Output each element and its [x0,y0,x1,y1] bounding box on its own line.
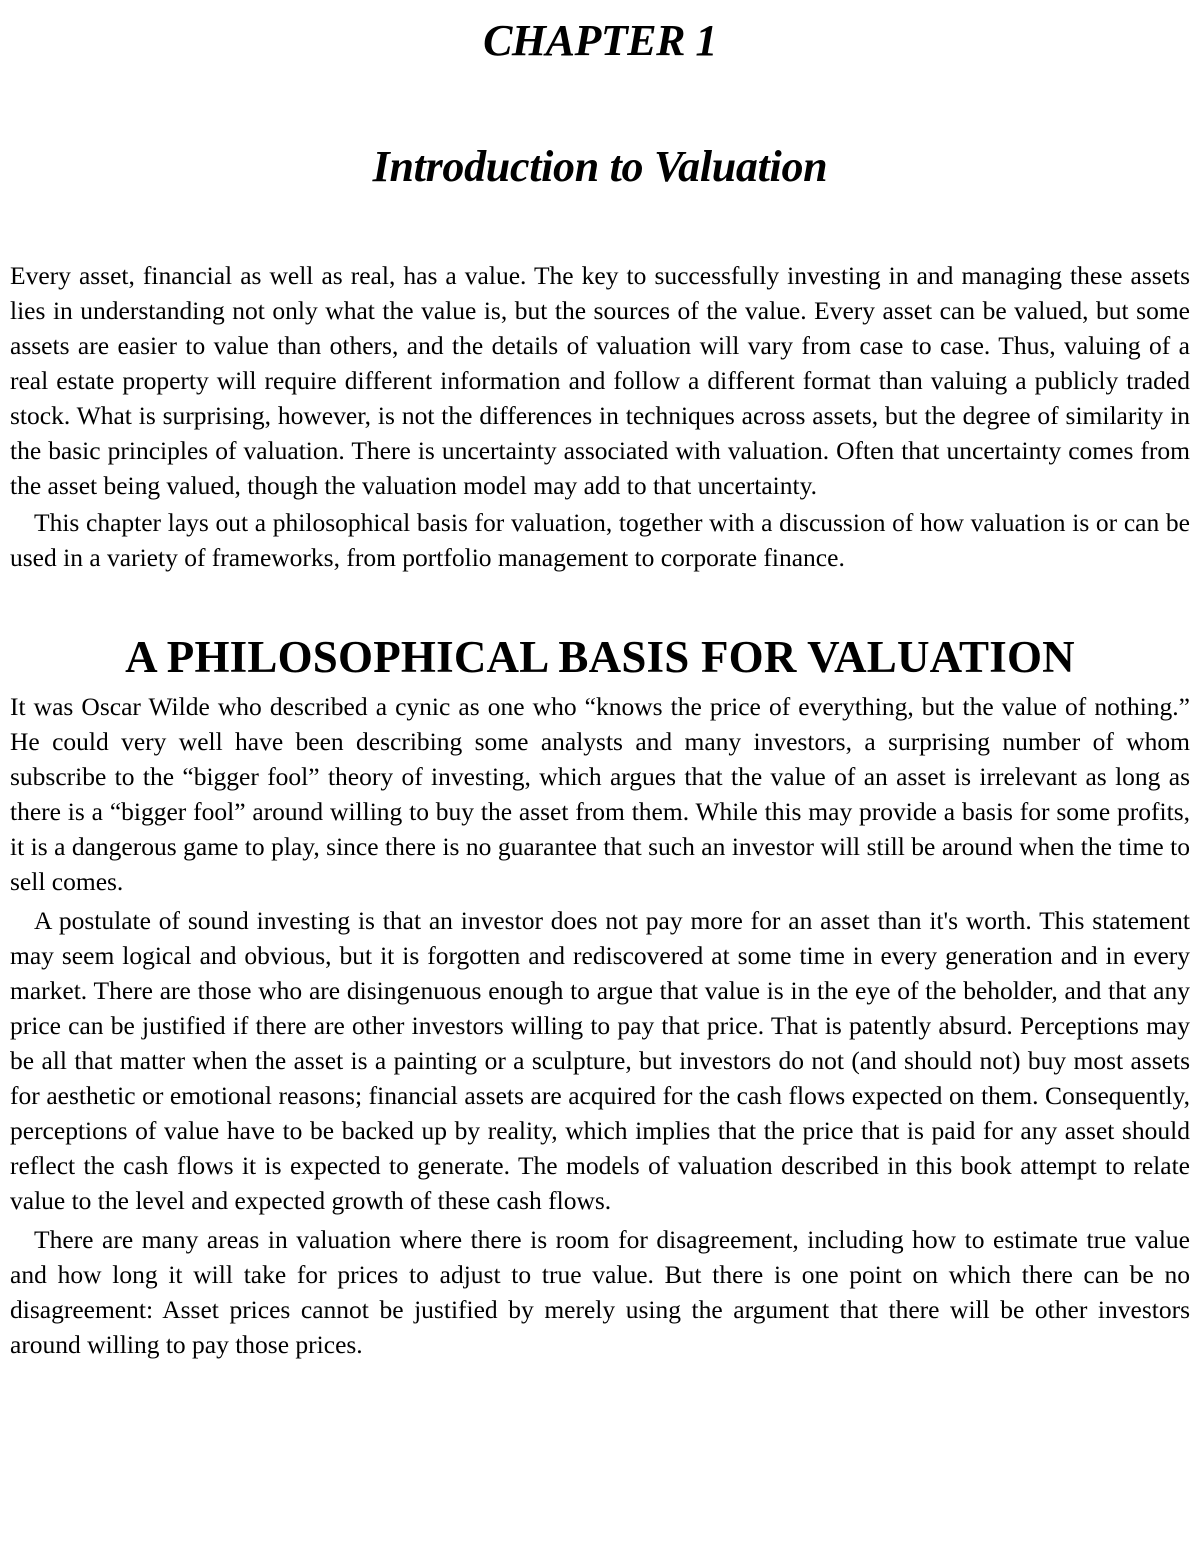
intro-section [10,258,1190,575]
section-paragraph-3: There are many areas in valuation where there is room for disagreement, including how to estimate true value and how long it will take for prices to adjust to true value. But there is one point on which there can be no disagreement: Asset prices cannot be justified by merely using the argument that there will be other investors around willing to pay those prices. [10,1225,1190,1359]
document-page [10,0,1190,1362]
chapter-label: CHAPTER 1 [483,16,717,65]
intro-paragraph-2: This chapter lays out a philosophical basis for valuation, together with a discussion of how valuation is or can be used in a variety of frameworks, from portfolio management to corporate finance. [10,508,1190,572]
section-paragraph-1: It was Oscar Wilde who described a cynic as one who “knows the price of everything, but the value of nothing.” He could very well have been describing some analysts and many investors, a surprising number of whom subscribe to the “bigger fool” theory of investing, which argues that the value of an asset is irrelevant as long as there is a “bigger fool” around willing to buy the asset from them. While this may provide a basis for some profits, it is a dangerous game to play, since there is no guarantee that such an investor will still be around when the time to sell comes. [10,692,1190,896]
section-paragraph-2: A postulate of sound investing is that an investor does not pay more for an asset than it's worth. This statement may seem logical and obvious, but it is forgotten and rediscovered at some time in every generation and in every market. There are those who are disingenuous enough to argue that value is in the eye of the beholder, and that any price can be justified if there are other investors willing to pay that price. That is patently absurd. Perceptions may be all that matter when the asset is a painting or a sculpture, but investors do not (and should not) buy most assets for aesthetic or emotional reasons; financial assets are acquired for the cash flows expected on them. Consequently, perceptions of value have to be backed up by reality, which implies that the price that is paid for any asset should reflect the cash flows it is expected to generate. The models of valuation described in this book attempt to relate value to the level and expected growth of these cash flows. [10,906,1190,1215]
section-heading: A PHILOSOPHICAL BASIS FOR VALUATION [125,632,1075,682]
intro-paragraph-1: Every asset, financial as well as real, has a value. The key to successfully investing in and managing these assets lies in understanding not only what the value is, but the sources of the value. Every asset can be valued, but some assets are easier to value than others, and the details of valuation will vary from case to case. Thus, valuing of a real estate property will require different information and follow a different format than valuing a publicly traded stock. What is surprising, however, is not the differences in techniques across assets, but the degree of similarity in the basic principles of valuation. There is uncertainty associated with valuation. Often that uncertainty comes from the asset being valued, though the valuation model may add to that uncertainty. [10,261,1190,500]
chapter-title: Introduction to Valuation [372,142,828,191]
philosophical-basis-section [10,631,1190,1362]
